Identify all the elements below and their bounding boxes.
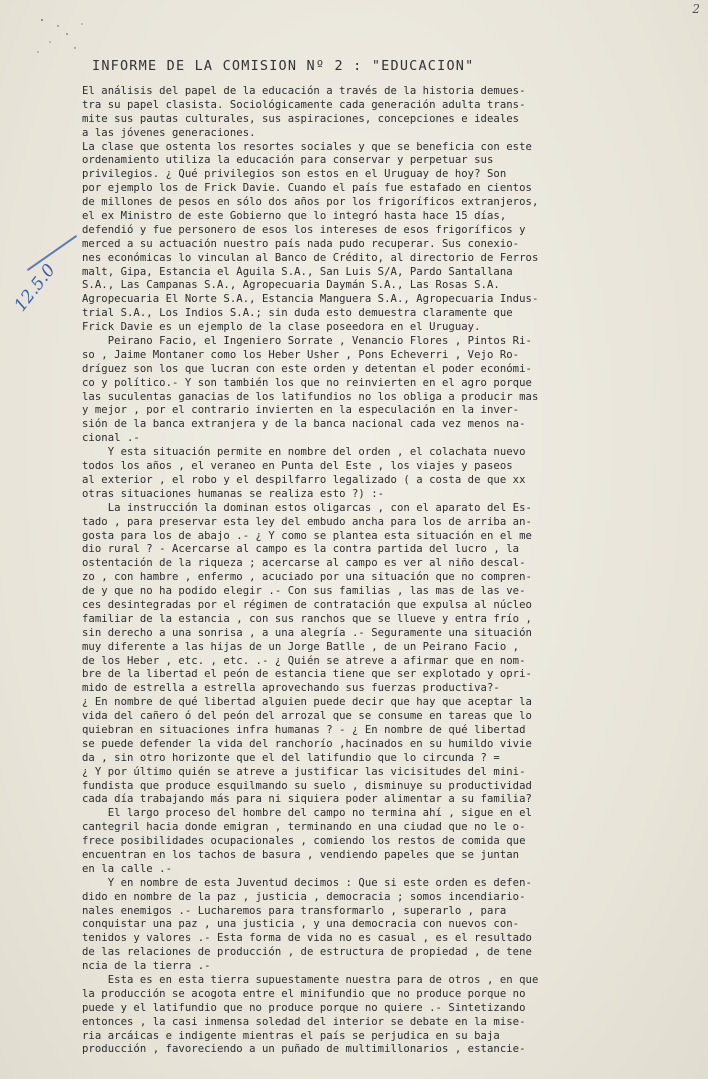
text-line: trial S.A., Los Indios S.A.; sin duda esto demuestra claramente que [82,307,513,320]
text-line: Frick Davie es un ejemplo de la clase poseedora en el Uruguay. [82,321,481,334]
text-line: de y que no ha podido elegir .- Con sus familias , las mas de las ve- [82,585,526,598]
text-line: ¿ En nombre de qué libertad alguien puede decir que hay que aceptar la [82,696,532,709]
text-line: ces desintegradas por el régimen de contratación que expulsa al núcleo [82,598,532,611]
text-line: El largo proceso del hombre del campo no termina ahí , sigue en el [82,807,532,820]
text-line: cantegril hacia donde emigran , terminando en una ciudad que no le o- [82,821,526,834]
document-title: INFORME DE LA COMISION Nº 2 : "EDUCACION" [92,58,475,74]
text-line: todos los años , el veraneo en Punta del Este , los viajes y paseos [82,460,513,473]
text-line: La instrucción la dominan estos oligarcas , con el aparato del Es- [82,501,532,514]
text-line: ncia de la tierra .- [82,960,211,973]
text-line: quiebran en situaciones infra humanas ? - ¿ En nombre de qué libertad [82,723,526,736]
text-line: so , Jaime Montaner como los Heber Usher , Pons Echeverri , Vejo Ro- [82,348,520,361]
text-line: Agropecuaria El Norte S.A., Estancia Manguera S.A., Agropecuaria Indus- [82,293,539,306]
text-line: Y esta situación permite en nombre del orden , el colachata nuevo [82,446,526,459]
text-line: la producción se acogota entre el minifundio que no produce porque no [82,987,526,1000]
text-line: se puede defender la vida del ranchorío ,hacinados en su humildo vivie [82,737,532,750]
text-line: tado , para preservar esta ley del embudo ancha para los de arriba an- [82,515,532,528]
text-line: sin derecho a una sonrisa , a una alegría .- Seguramente una situación [82,626,532,639]
text-line: familiar de la estancia , con sus ranchos que se llueve y entra frío , [82,612,532,625]
text-line: dido en nombre de la paz , justicia , democracia ; somos incendiario- [82,890,526,903]
text-line: muy diferente a las hijas de un Jorge Batlle , de un Peirano Facio , [82,640,520,653]
text-line: co y político.- Y son también los que no reinvierten en el agro porque [82,376,532,389]
text-line: puede y el latifundio que no produce porque no quiere .- Sintetizando [82,1001,526,1014]
margin-pen-stroke [27,235,77,271]
text-line: El análisis del papel de la educación a través de la historia demues- [82,85,526,97]
text-line: fundista que produce esquilmando su suelo , disminuye su productividad [82,779,532,792]
corner-page-mark: 2 [692,2,700,16]
text-line: Y en nombre de esta Juventud decimos : Que si este orden es defen- [82,876,532,889]
report-body-text [82,85,694,1057]
text-line: frece posibilidades ocupacionales , comiendo los restos de comida que [82,835,526,848]
text-line: y mejor , por el contrario invierten en la especulación en la inver- [82,404,520,417]
text-line: mido de estrella a estrella aprovechando sus fuerzas productiva?- [82,682,500,695]
text-line: sión de la banca extranjera y de la banca nacional cada vez menos na- [82,418,526,431]
text-line: nales enemigos .- Lucharemos para transformarlo , superarlo , para [82,904,507,917]
text-line: de millones de pesos en sólo dos años por los frigoríficos extranjeros, [82,196,539,209]
text-line: vida del cañero ó del peón del arrozal que se consume en tareas que lo [82,710,532,723]
text-line: da , sin otro horizonte que el del latifundio que lo circunda ? = [82,751,500,764]
text-line: ria arcáicas e indigente mientras el país se perjudica en su baja [82,1029,500,1042]
handwritten-margin-note: 12.5.0 [10,260,60,316]
text-line: dríguez son los que lucran con este orden y detentan el poder económi- [82,362,532,375]
text-line: malt, Gipa, Estancia el Águila S.A., San Luis S/A, Pardo Santallana [82,265,513,278]
text-line: encuentran en los tachos de basura , vendiendo papeles que se juntan [82,848,520,861]
text-line: defendió y fue personero de esos los intereses de esos frigoríficos y [82,223,526,236]
text-line: ¿ Y por último quién se atreve a justificar las vicisitudes del mini- [82,765,526,778]
text-line: ordenamiento utiliza la educación para conservar y perpetuar sus [82,154,494,167]
text-line: conquistar una paz , una justicia , y una democracia con nuevos con- [82,918,520,931]
text-line: La clase que ostenta los resortes sociales y que se beneficia con este [82,140,532,153]
text-line: mite sus pautas culturales, sus aspiraciones, concepciones e ideales [82,112,520,125]
text-line: entonces , la casi inmensa soledad del interior se debate en la mise- [82,1015,526,1028]
ink-specks [20,12,100,82]
text-line: bre de la libertad el peón de estancia tiene que ser explotado y opri- [82,668,532,681]
text-line: cional .- [82,432,140,445]
text-line: merced a su actuación nuestro país nada pudo recuperar. Sus conexio- [82,237,520,250]
text-line: dio rural ? - Acercarse al campo es la contra partida del lucro , la [82,543,520,556]
text-line: en la calle .- [82,862,172,875]
text-line: las suculentas ganacias de los latifundios no los obliga a producir mas [82,390,539,403]
text-line: de las relaciones de producción , de estructura de propiedad , de tene [82,946,532,959]
text-line: ostentación de la riqueza ; acercarse al campo es ver al niño descal- [82,557,526,570]
text-line: a las jóvenes generaciones. [82,126,256,139]
text-line: privilegios. ¿ Qué privilegios son estos en el Uruguay de hoy? Son [82,168,507,181]
text-line: producción , favoreciendo a un puñado de multimillonarios , estancie- [82,1043,526,1056]
text-line: S.A., Las Campanas S.A., Agropecuaria Daymán S.A., Las Rosas S.A. [82,279,500,292]
text-line: nes económicas lo vinculan al Banco de Crédito, al directorio de Ferros [82,251,539,264]
text-line: por ejemplo los de Frick Davie. Cuando el país fue estafado en cientos [82,182,532,195]
text-line: de los Heber , etc. , etc. .- ¿ Quién se atreve a afirmar que en nom- [82,654,526,667]
text-line: al exterior , el robo y el despilfarro legalizado ( a costa de que xx [82,473,526,486]
text-line: Peirano Facio, el Ingeniero Sorrate , Venancio Flores , Pintos Ri- [82,335,532,348]
text-line: el ex Ministro de este Gobierno que lo integró hasta hace 15 días, [82,210,507,223]
text-line: tra su papel clasista. Sociológicamente cada generación adulta trans- [82,98,526,111]
text-line: tenidos y valores .- Esta forma de vida no es casual , es el resultado [82,932,532,945]
text-line: Esta es en esta tierra supuestamente nuestra para de otros , en que [82,974,539,986]
text-line: otras situaciones humanas se realiza esto ?) :- [82,487,385,500]
text-line: gosta para los de abajo .- ¿ Y como se plantea esta situación en el me [82,529,532,542]
text-line: zo , con hambre , enfermo , acuciado por una situación que no compren- [82,571,532,584]
text-line: cada día trabajando más para ni siquiera poder alimentar a su familia? [82,793,532,806]
